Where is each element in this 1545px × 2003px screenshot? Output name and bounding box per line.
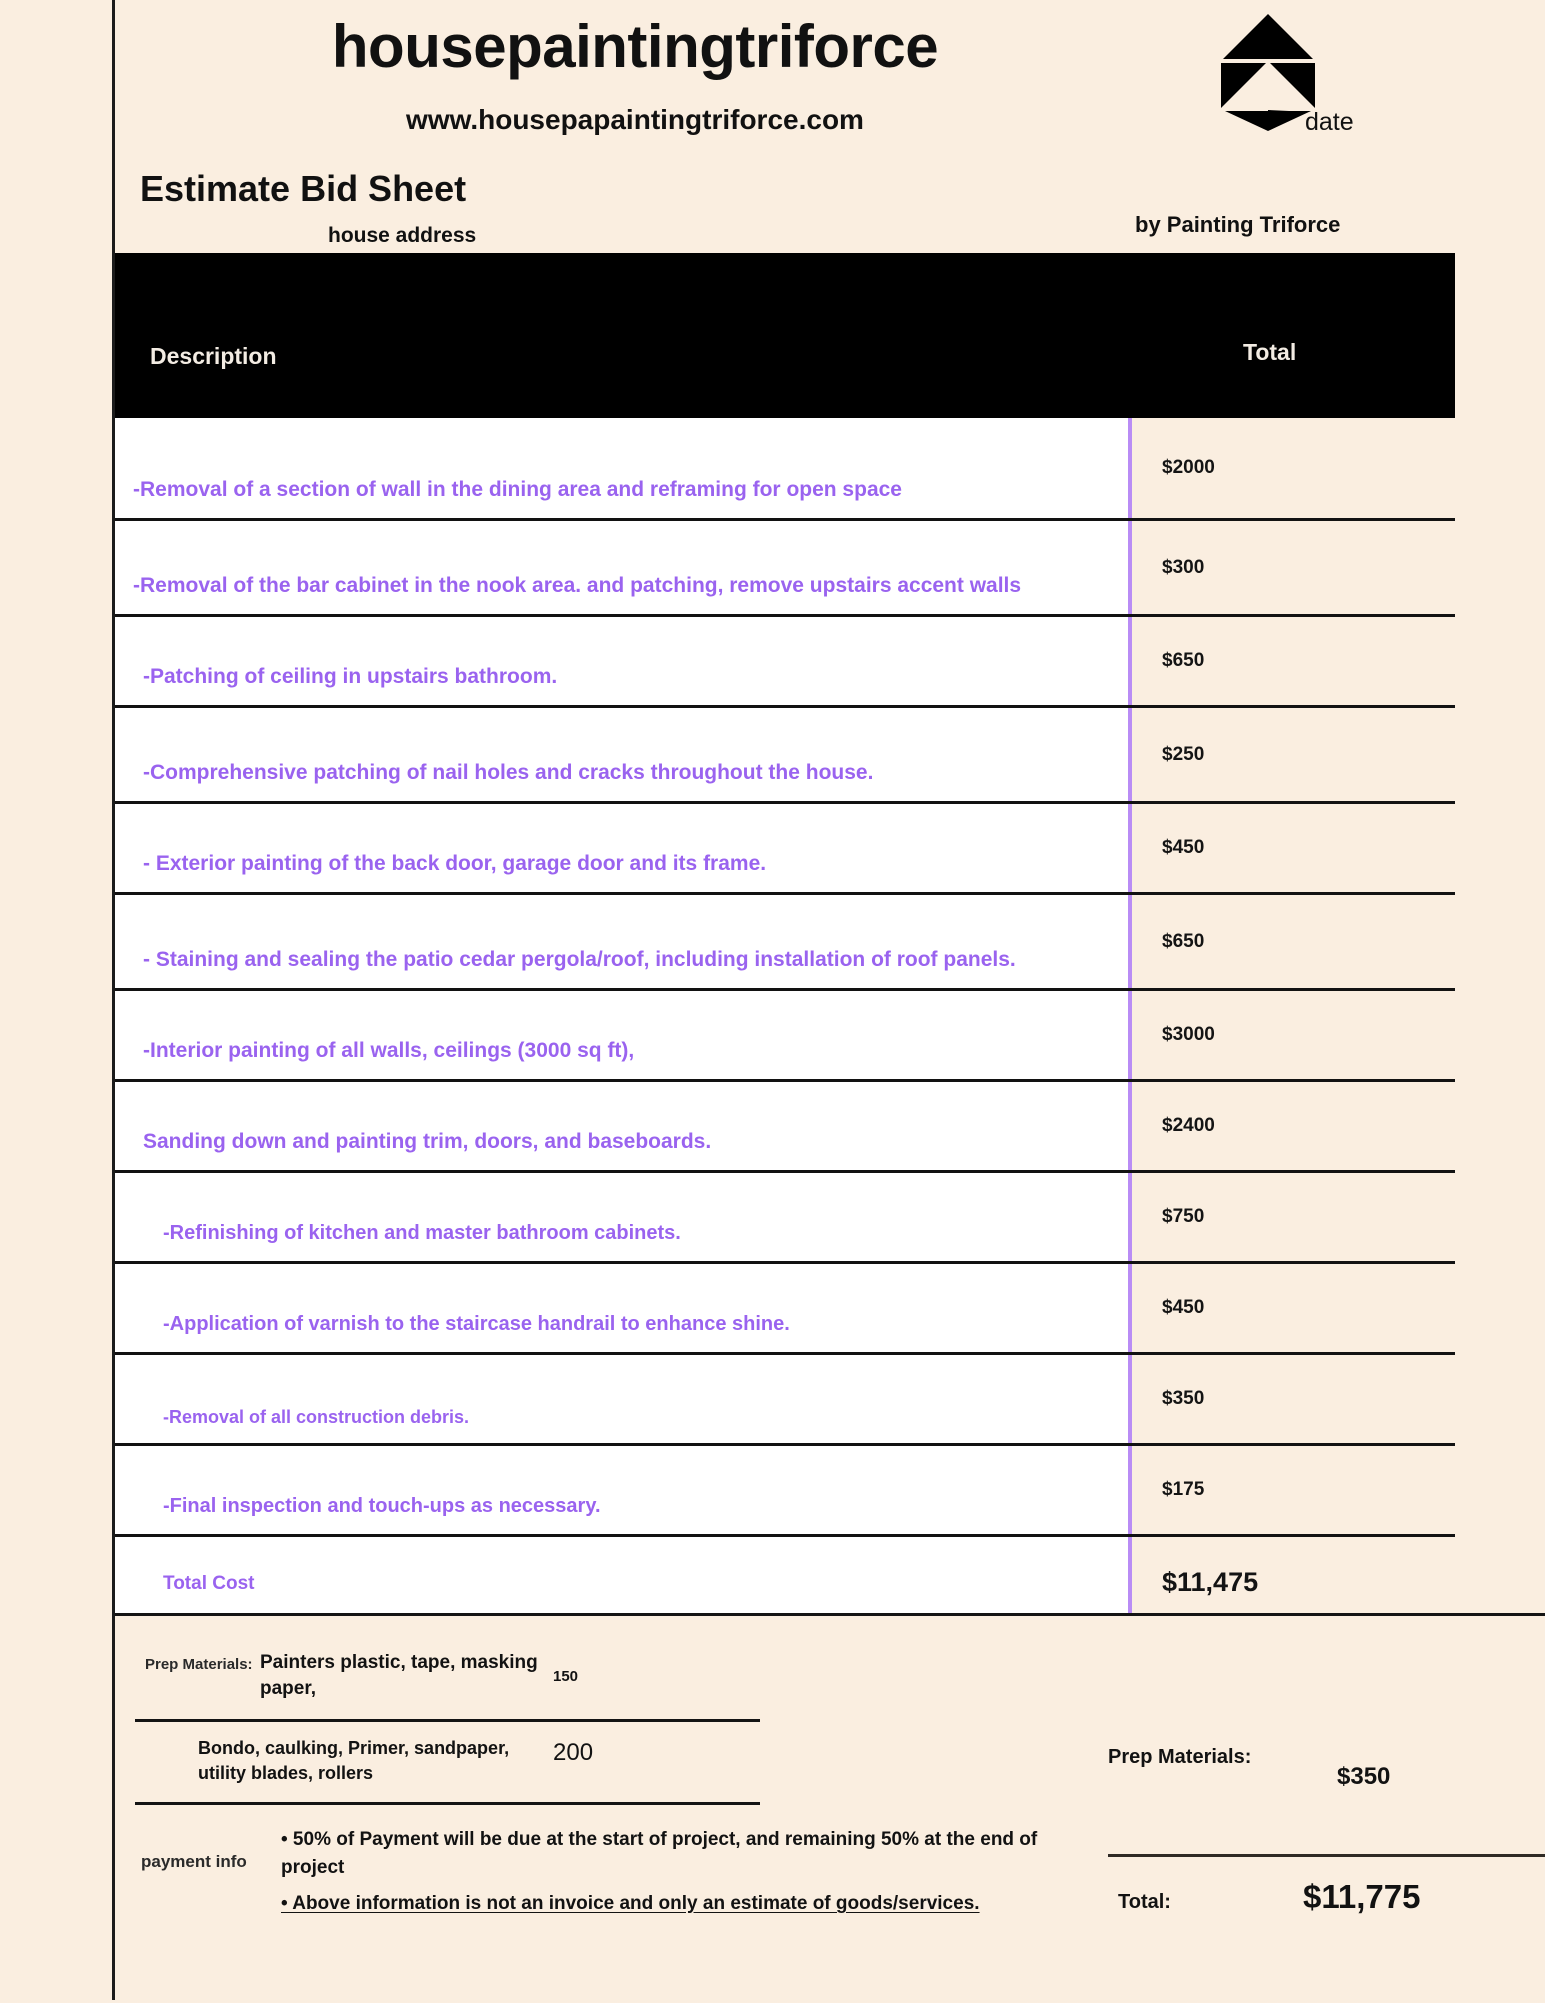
material-item-2-text: Bondo, caulking, Primer, sandpaper, utility blades, rollers xyxy=(198,1738,510,1784)
row-total: $750 xyxy=(1128,1173,1455,1261)
estimate-table xyxy=(115,253,1455,1631)
row-description: -Removal of a section of wall in the dining area and reframing for open space xyxy=(133,478,902,502)
material-item-1-value: 150 xyxy=(553,1668,579,1685)
total-cost-label: Total Cost xyxy=(163,1572,255,1594)
row-description: -Removal of the bar cabinet in the nook area. and patching, remove upstairs accent walls xyxy=(133,574,1022,598)
table-row xyxy=(115,617,1455,708)
table-row xyxy=(115,895,1455,991)
row-description: -Comprehensive patching of nail holes and cracks throughout the house. xyxy=(143,761,874,785)
summary-divider xyxy=(1108,1854,1545,1857)
summary-prep-value: $350 xyxy=(1337,1763,1391,1790)
row-total: $450 xyxy=(1128,804,1455,892)
table-row xyxy=(115,1446,1455,1537)
table-row xyxy=(115,1264,1455,1355)
table-row xyxy=(115,1082,1455,1173)
total-cost-value: $11,475 xyxy=(1128,1537,1455,1631)
summary-prep-label: Prep Materials: xyxy=(1108,1746,1252,1768)
table-row xyxy=(115,1355,1455,1446)
row-total: $175 xyxy=(1128,1446,1455,1534)
company-byline: by Painting Triforce xyxy=(1135,212,1341,237)
row-total: $650 xyxy=(1128,895,1455,988)
summary-total-label: Total: xyxy=(1118,1891,1171,1913)
row-description: Sanding down and painting trim, doors, and baseboards. xyxy=(143,1130,712,1154)
payment-info-label: payment info xyxy=(141,1852,247,1871)
row-description: - Staining and sealing the patio cedar pergola/roof, including installation of roof panels. xyxy=(143,948,1016,972)
payment-note-1: • 50% of Payment will be due at the start of project, and remaining 50% at the end of project xyxy=(281,1829,1038,1878)
material-divider-1 xyxy=(135,1719,760,1722)
house-address-label: house address xyxy=(328,224,477,247)
column-header-description: Description xyxy=(150,343,277,369)
row-description: -Refinishing of kitchen and master bathroom cabinets. xyxy=(163,1222,681,1245)
table-row xyxy=(115,991,1455,1082)
row-total: $350 xyxy=(1128,1355,1455,1443)
row-description: - Exterior painting of the back door, garage door and its frame. xyxy=(143,852,767,876)
row-total: $450 xyxy=(1128,1264,1455,1352)
material-item-2-value: 200 xyxy=(553,1739,594,1766)
table-header-bar xyxy=(115,253,1455,418)
row-description: -Removal of all construction debris. xyxy=(163,1406,470,1427)
date-field-label: date xyxy=(1305,108,1354,136)
row-description: -Patching of ceiling in upstairs bathroom. xyxy=(143,665,558,689)
table-row xyxy=(115,708,1455,804)
row-description: -Application of varnish to the staircase handrail to enhance shine. xyxy=(163,1313,790,1336)
table-row xyxy=(115,1173,1455,1264)
summary-total-value: $11,775 xyxy=(1303,1878,1421,1915)
prep-materials-label: Prep Materials: xyxy=(145,1656,253,1673)
footer-section xyxy=(115,1613,1545,2003)
row-description: -Final inspection and touch-ups as necessary. xyxy=(163,1495,601,1518)
material-item-1-text: Painters plastic, tape, masking paper, xyxy=(260,1652,538,1699)
table-row xyxy=(115,804,1455,895)
column-header-total: Total xyxy=(1243,339,1297,365)
payment-note-2: • Above information is not an invoice and only an estimate of goods/services. xyxy=(281,1893,980,1914)
material-divider-2 xyxy=(135,1802,760,1805)
row-total: $2000 xyxy=(1128,418,1455,518)
row-description: -Interior painting of all walls, ceilings (3000 sq ft), xyxy=(143,1039,635,1063)
page-title: Estimate Bid Sheet xyxy=(140,168,467,209)
brand-website: www.housepapaintingtriforce.com xyxy=(406,104,864,135)
row-total: $3000 xyxy=(1128,991,1455,1079)
row-total: $2400 xyxy=(1128,1082,1455,1170)
row-total: $650 xyxy=(1128,617,1455,705)
row-total: $300 xyxy=(1128,521,1455,614)
table-row xyxy=(115,418,1455,521)
row-total: $250 xyxy=(1128,708,1455,801)
table-row xyxy=(115,521,1455,617)
brand-name: housepaintingtriforce xyxy=(331,13,939,80)
